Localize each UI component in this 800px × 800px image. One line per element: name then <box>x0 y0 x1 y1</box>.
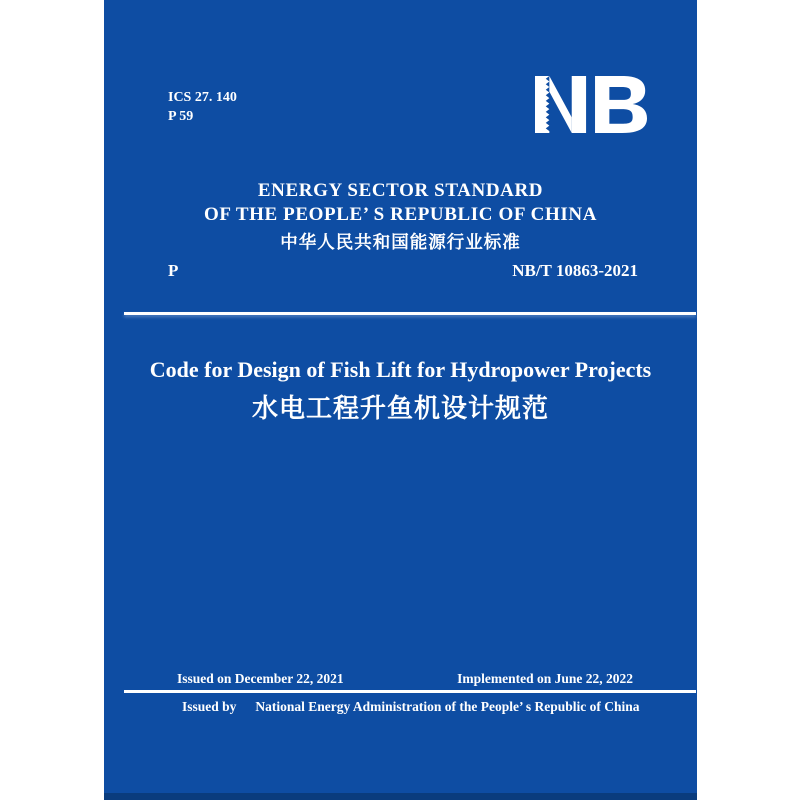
nb-logo-icon <box>535 76 647 133</box>
nb-logo <box>535 76 647 133</box>
ics-code: ICS 27. 140 <box>168 90 237 105</box>
dates-row <box>177 671 633 687</box>
category-letter: P <box>168 261 179 280</box>
standard-name-en-line2: OF THE PEOPLE’ S REPUBLIC OF CHINA <box>203 204 598 225</box>
standard-name-zh: 中华人民共和国能源行业标准 <box>280 232 521 252</box>
cover-page <box>104 0 697 800</box>
divider-line-top <box>124 312 696 315</box>
standard-number: NB/T 10863-2021 <box>512 261 638 280</box>
issued-on-date: Issued on December 22, 2021 <box>177 671 344 686</box>
ics-block <box>168 88 237 126</box>
title-en: Code for Design of Fish Lift for Hydropower Projects <box>149 357 652 382</box>
doc-class-code: P 59 <box>168 109 194 124</box>
implemented-on-date: Implemented on June 22, 2022 <box>457 671 633 686</box>
issued-by-label: Issued by <box>182 699 237 714</box>
title-zh: 水电工程升鱼机设计规范 <box>251 394 549 423</box>
issued-by-value: National Energy Administration of the People’ s Republic of China <box>255 699 640 714</box>
standard-name-en-line1: ENERGY SECTOR STANDARD <box>257 180 544 201</box>
divider-line-bottom <box>124 690 696 693</box>
issued-by-row <box>182 699 640 715</box>
cover-bottom-edge <box>104 793 697 800</box>
